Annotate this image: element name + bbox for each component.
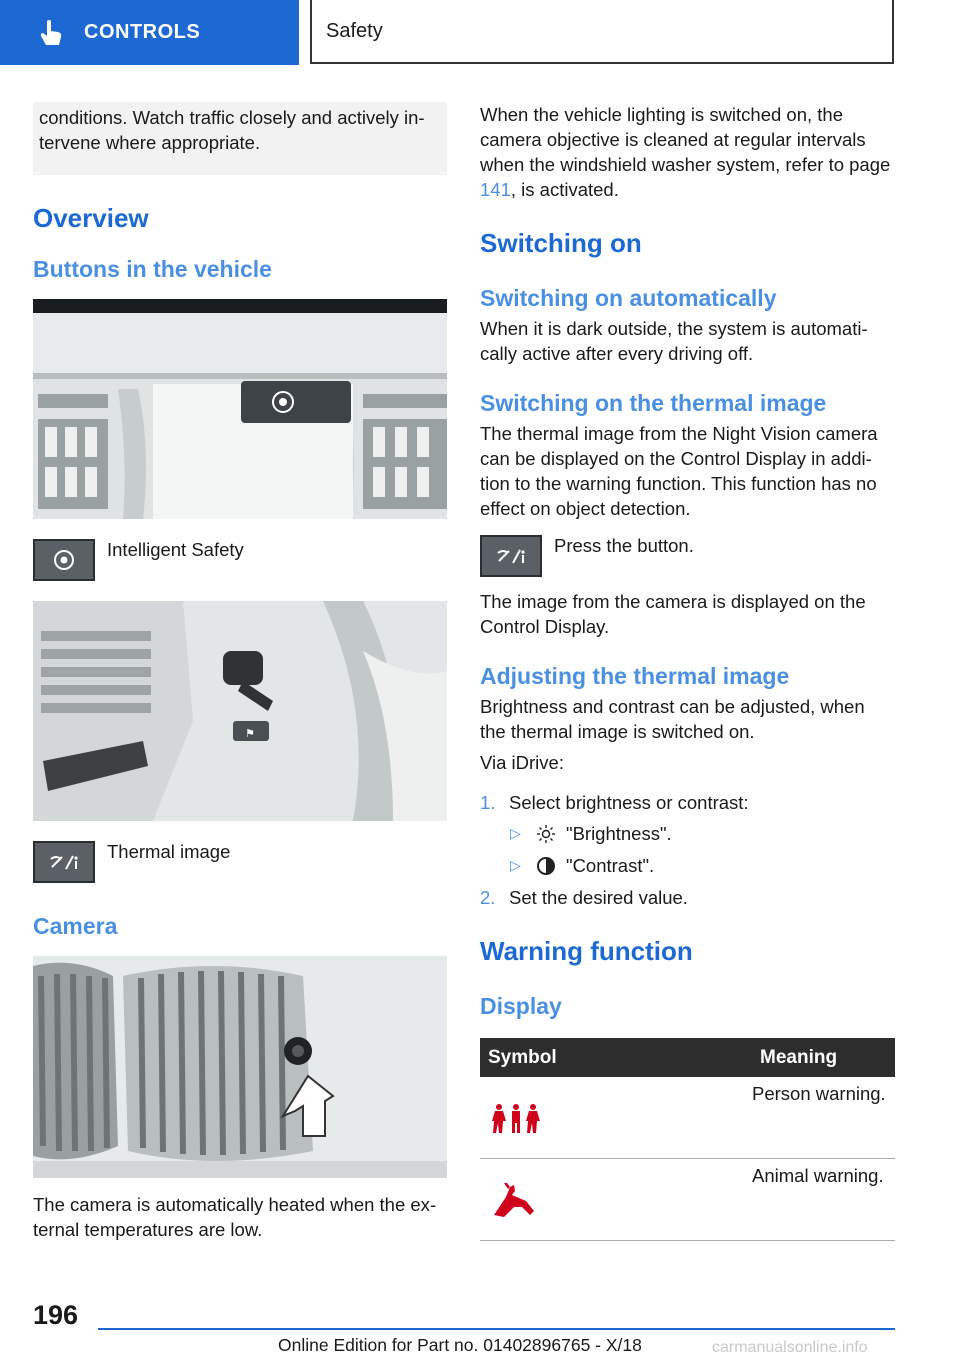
meaning-cell <box>752 1159 895 1241</box>
step-number: 2. <box>480 887 496 908</box>
intelligent-safety-button-icon <box>33 539 95 581</box>
heading-overview: Overview <box>33 203 149 233</box>
meaning-text: Person warning. <box>752 1083 886 1104</box>
right-column <box>480 102 895 1241</box>
contrast-icon <box>536 856 566 876</box>
chapter-header <box>310 0 894 64</box>
brightness-label: "Brightness". <box>566 823 672 844</box>
step-text: Select brightness or contrast: <box>509 792 749 813</box>
night-vision-icon <box>48 853 80 871</box>
person-warning-icon <box>490 1103 542 1135</box>
camera-heating-text: The camera is automatically heated when the external temperatures are low. <box>33 1194 437 1240</box>
footer-divider <box>98 1328 895 1330</box>
step-item <box>480 790 895 815</box>
cleaning-text-b: , is activated. <box>510 179 619 200</box>
intelligent-safety-icon <box>53 549 75 571</box>
bullet-triangle-icon: ▷ <box>510 857 521 873</box>
table-header-row <box>480 1038 895 1077</box>
symbol-cell <box>480 1077 752 1159</box>
hand-pointer-icon <box>38 19 64 47</box>
thermal-text: The thermal image from the Night Vision camera can be displayed on the Control Display in addition to the warning function. This function has no effect on object detection. <box>480 423 878 519</box>
steps-list <box>480 790 895 910</box>
adjust-text: Brightness and contrast can be adjusted, when the thermal image is switched on. <box>480 696 865 742</box>
auto-text: When it is dark outside, the system is automatically active after every driving off. <box>480 318 868 364</box>
thermal-image-button-icon <box>33 841 95 883</box>
contrast-label: "Contrast". <box>566 855 655 876</box>
edition-text: Online Edition for Part no. 01402896765 - X/18 <box>278 1335 642 1355</box>
heading-warning-function: Warning function <box>480 936 693 966</box>
meaning-text: Animal warning. <box>752 1165 884 1186</box>
bullet-triangle-icon: ▷ <box>510 825 521 841</box>
via-idrive-text: Via iDrive: <box>480 752 564 773</box>
step-number: 1. <box>480 792 496 813</box>
steering-illustration <box>33 601 447 821</box>
heading-camera: Camera <box>33 913 118 939</box>
heading-display: Display <box>480 993 562 1019</box>
left-column <box>33 102 447 1242</box>
brightness-icon <box>536 824 566 844</box>
warning-note: conditions. Watch traffic closely and actively intervene where appropriate. <box>33 102 447 175</box>
meaning-cell <box>752 1077 895 1159</box>
sub-item-brightness <box>480 821 895 846</box>
col-symbol-header: Symbol <box>480 1038 752 1077</box>
section-title: CONTROLS <box>84 21 201 43</box>
heading-switching-on: Switching on <box>480 228 642 258</box>
page-number: 196 <box>33 1300 79 1330</box>
table-row <box>480 1077 895 1159</box>
step-item <box>480 885 895 910</box>
section-tab <box>0 0 299 65</box>
table-row <box>480 1159 895 1241</box>
step-text: Set the desired value. <box>509 887 688 908</box>
heading-switching-on-thermal: Switching on the thermal image <box>480 390 827 416</box>
animal-warning-icon <box>488 1183 540 1219</box>
svg-text:⚑: ⚑ <box>245 727 255 740</box>
symbol-cell <box>480 1159 752 1241</box>
col-meaning-header: Meaning <box>752 1038 895 1077</box>
page-link-141[interactable]: 141 <box>480 179 511 200</box>
thermal-button-icon <box>480 535 542 577</box>
grille-camera-photo <box>33 956 447 1178</box>
sub-item-contrast <box>480 853 895 878</box>
thermal-image-label: Thermal image <box>107 841 231 862</box>
heading-adjusting: Adjusting the thermal image <box>480 663 790 689</box>
symbol-table <box>480 1038 895 1241</box>
steering-column-photo <box>33 601 447 821</box>
displayed-text: The image from the camera is displayed on the Control Display. <box>480 591 866 637</box>
press-button-label: Press the button. <box>554 535 694 556</box>
night-vision-icon <box>495 547 527 565</box>
heading-switching-on-auto: Switching on automatically <box>480 285 777 311</box>
heading-buttons: Buttons in the vehicle <box>33 256 272 282</box>
chapter-title: Safety <box>326 19 383 42</box>
cleaning-text <box>480 102 895 202</box>
watermark: carmanualsonline.info <box>712 1339 868 1356</box>
grille-illustration <box>33 956 447 1178</box>
button-thermal-image-row <box>33 841 447 883</box>
dashboard-illustration <box>33 299 447 519</box>
press-button-row <box>480 535 895 577</box>
intelligent-safety-label: Intelligent Safety <box>107 539 244 560</box>
button-intelligent-safety-row <box>33 539 447 581</box>
dashboard-button-photo <box>33 299 447 519</box>
cleaning-text-a: When the vehicle lighting is switched on, the camera objective is cleaned at regular intervals when the windshield washer system, refer to page <box>480 104 891 175</box>
